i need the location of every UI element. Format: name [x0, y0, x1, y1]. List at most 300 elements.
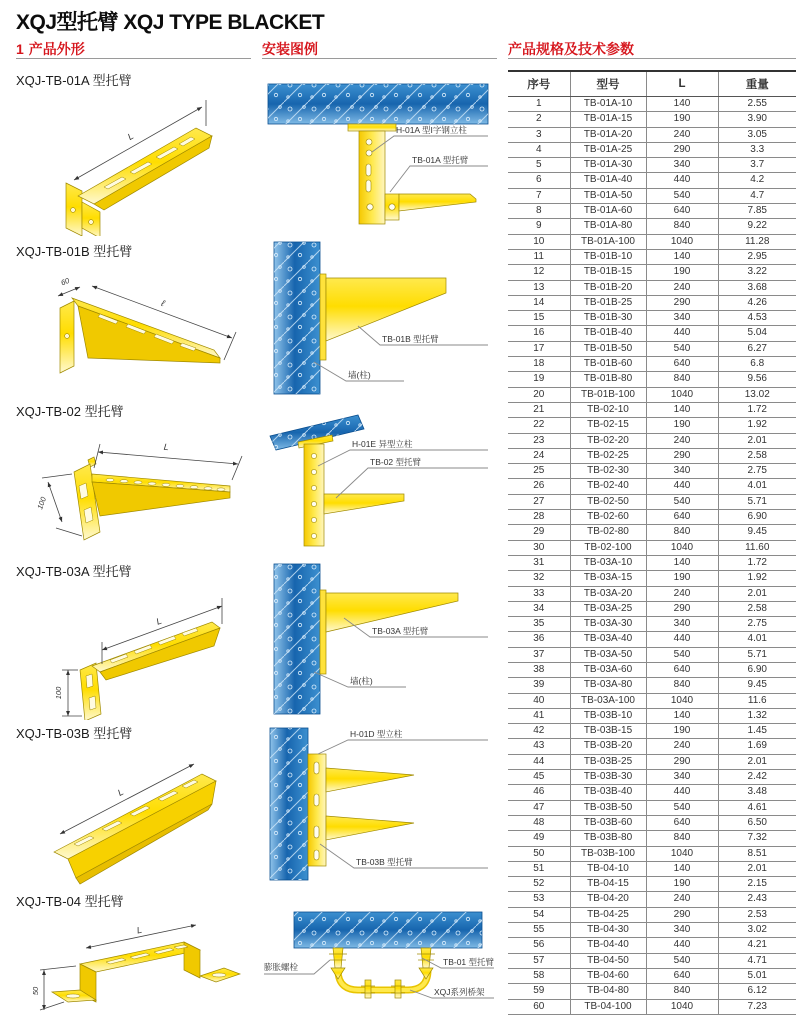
table-cell: 440: [646, 173, 718, 188]
install-diagram-tb-03b: [260, 720, 498, 887]
table-cell: TB-02-60: [570, 510, 646, 525]
table-cell: 1.72: [718, 555, 796, 570]
table-cell: 4.7: [718, 188, 796, 203]
table-row: [508, 387, 796, 402]
table-row: [508, 341, 796, 356]
table-cell: 640: [646, 357, 718, 372]
table-cell: 1040: [646, 234, 718, 249]
table-row: [508, 464, 796, 479]
table-cell: TB-03B-30: [570, 770, 646, 785]
table-cell: 31: [508, 555, 570, 570]
table-cell: 8: [508, 204, 570, 219]
table-cell: TB-01B-80: [570, 372, 646, 387]
table-row: [508, 984, 796, 999]
dim-label: 50: [31, 986, 40, 996]
table-cell: 35: [508, 617, 570, 632]
dimension-60: [58, 287, 80, 296]
table-cell: TB-04-20: [570, 892, 646, 907]
table-row: [508, 158, 796, 173]
table-cell: TB-01B-10: [570, 249, 646, 264]
table-row: [508, 173, 796, 188]
table-cell: 3.22: [718, 265, 796, 280]
table-cell: 540: [646, 647, 718, 662]
table-row: [508, 693, 796, 708]
table-cell: 140: [646, 861, 718, 876]
table-cell: TB-03B-80: [570, 831, 646, 846]
table-cell: 1.92: [718, 571, 796, 586]
table-cell: 190: [646, 112, 718, 127]
table-cell: TB-03B-15: [570, 724, 646, 739]
table-cell: 12: [508, 265, 570, 280]
table-cell: 59: [508, 984, 570, 999]
callout-label: XQJ系列桥架: [434, 987, 485, 997]
dimension-50: [40, 966, 76, 1010]
table-row: [508, 127, 796, 142]
table-cell: TB-01A-25: [570, 142, 646, 157]
table-cell: 11.28: [718, 234, 796, 249]
spec-table-body: [508, 97, 796, 1015]
table-cell: TB-03B-100: [570, 846, 646, 861]
bracket-body: [54, 774, 216, 884]
table-cell: 190: [646, 265, 718, 280]
table-cell: 1.45: [718, 724, 796, 739]
section-rule: [16, 58, 251, 59]
install-diagram-tb-02: [260, 406, 498, 556]
table-cell: 4.2: [718, 173, 796, 188]
table-cell: TB-03B-20: [570, 739, 646, 754]
table-cell: 5.71: [718, 494, 796, 509]
table-row: [508, 402, 796, 417]
table-cell: 56: [508, 938, 570, 953]
table-cell: 32: [508, 571, 570, 586]
bracket: [326, 816, 414, 840]
bracket: [320, 274, 446, 360]
table-cell: 2.58: [718, 448, 796, 463]
table-cell: 47: [508, 800, 570, 815]
table-cell: 25: [508, 464, 570, 479]
table-cell: TB-03A-40: [570, 632, 646, 647]
table-row: [508, 540, 796, 555]
table-cell: 2.95: [718, 249, 796, 264]
table-cell: 140: [646, 249, 718, 264]
leader-line: [318, 740, 488, 754]
product-drawing-tb-01a: [16, 86, 252, 236]
table-cell: 640: [646, 510, 718, 525]
table-cell: 3.7: [718, 158, 796, 173]
table-cell: 60: [508, 999, 570, 1014]
product-label-tb-03a: XQJ-TB-03A 型托臂: [16, 564, 132, 579]
product-drawing-tb-03b: [16, 738, 252, 888]
table-row: [508, 571, 796, 586]
table-cell: 9.22: [718, 219, 796, 234]
wall: [274, 564, 320, 714]
table-cell: 440: [646, 632, 718, 647]
table-cell: 1.69: [718, 739, 796, 754]
table-row: [508, 632, 796, 647]
install-diagram-tb-03a: [260, 560, 498, 717]
table-cell: 340: [646, 923, 718, 938]
table-row: [508, 678, 796, 693]
table-cell: 27: [508, 494, 570, 509]
table-cell: 340: [646, 311, 718, 326]
dim-label: 100: [54, 686, 63, 700]
table-row: [508, 861, 796, 876]
wall: [270, 728, 308, 880]
table-row: [508, 770, 796, 785]
table-cell: 2.58: [718, 601, 796, 616]
table-cell: 2.01: [718, 586, 796, 601]
callout-label: H-01D 型立柱: [350, 729, 403, 739]
wall: [274, 242, 320, 394]
table-cell: 3: [508, 127, 570, 142]
table-cell: TB-01B-30: [570, 311, 646, 326]
callout-label: TB-01 型托臂: [443, 957, 495, 967]
table-cell: TB-01B-50: [570, 341, 646, 356]
table-cell: 45: [508, 770, 570, 785]
table-cell: 6.90: [718, 510, 796, 525]
dim-label: L: [154, 615, 164, 627]
table-cell: 3.48: [718, 785, 796, 800]
table-cell: 290: [646, 448, 718, 463]
table-cell: 290: [646, 907, 718, 922]
table-cell: 5.04: [718, 326, 796, 341]
table-cell: TB-03A-15: [570, 571, 646, 586]
table-row: [508, 938, 796, 953]
table-cell: 640: [646, 204, 718, 219]
callout-label: 墙(柱): [348, 370, 371, 380]
product-label-tb-03b: XQJ-TB-03B 型托臂: [16, 726, 133, 741]
table-cell: 40: [508, 693, 570, 708]
table-cell: 10: [508, 234, 570, 249]
table-cell: 7: [508, 188, 570, 203]
table-cell: TB-02-15: [570, 418, 646, 433]
table-cell: 1040: [646, 999, 718, 1014]
table-cell: TB-04-40: [570, 938, 646, 953]
table-cell: 1.32: [718, 708, 796, 723]
table-cell: 1040: [646, 387, 718, 402]
table-cell: 1.92: [718, 418, 796, 433]
table-cell: 57: [508, 953, 570, 968]
ceiling-slab: [294, 912, 482, 948]
table-cell: 7.32: [718, 831, 796, 846]
callout-label: TB-03B 型托臂: [356, 857, 413, 867]
table-cell: TB-01B-100: [570, 387, 646, 402]
table-row: [508, 525, 796, 540]
table-cell: 46: [508, 785, 570, 800]
bracket: [324, 494, 404, 514]
product-drawing-tb-03a: [16, 576, 252, 720]
table-cell: TB-02-30: [570, 464, 646, 479]
table-cell: TB-02-40: [570, 479, 646, 494]
table-cell: 1.72: [718, 402, 796, 417]
table-cell: 2.42: [718, 770, 796, 785]
table-cell: 51: [508, 861, 570, 876]
table-row: [508, 249, 796, 264]
table-row: [508, 617, 796, 632]
install-diagram-tb-01a: [260, 78, 498, 233]
leader-line: [390, 166, 488, 192]
table-cell: 840: [646, 984, 718, 999]
table-cell: 440: [646, 326, 718, 341]
table-cell: 290: [646, 601, 718, 616]
bracket-body: [74, 457, 230, 540]
callout-label: TB-03A 型托臂: [372, 626, 429, 636]
table-cell: TB-02-50: [570, 494, 646, 509]
table-cell: TB-04-100: [570, 999, 646, 1014]
table-cell: 44: [508, 754, 570, 769]
table-cell: 11.60: [718, 540, 796, 555]
table-cell: 640: [646, 815, 718, 830]
product-label-tb-01b: XQJ-TB-01B 型托臂: [16, 244, 133, 259]
table-cell: 540: [646, 494, 718, 509]
callout-label: TB-01A 型托臂: [412, 155, 469, 165]
table-cell: 37: [508, 647, 570, 662]
table-cell: 2.01: [718, 861, 796, 876]
col-header-length: L: [646, 71, 718, 97]
table-row: [508, 892, 796, 907]
product-drawing-tb-01b: [16, 256, 252, 398]
ceiling-slab: [268, 84, 488, 124]
table-row: [508, 142, 796, 157]
table-row: [508, 877, 796, 892]
bracket-body: [66, 128, 212, 236]
table-cell: 1040: [646, 693, 718, 708]
table-cell: 640: [646, 968, 718, 983]
table-cell: 4.53: [718, 311, 796, 326]
table-cell: 13.02: [718, 387, 796, 402]
table-cell: TB-04-25: [570, 907, 646, 922]
bracket-body: [80, 622, 220, 720]
table-cell: 4.21: [718, 938, 796, 953]
table-row: [508, 785, 796, 800]
table-cell: TB-02-80: [570, 525, 646, 540]
table-cell: TB-03A-10: [570, 555, 646, 570]
table-row: [508, 418, 796, 433]
table-cell: 6.12: [718, 984, 796, 999]
install-diagram-tb-04: [260, 902, 498, 1027]
table-row: [508, 647, 796, 662]
table-cell: 440: [646, 479, 718, 494]
table-cell: TB-03A-100: [570, 693, 646, 708]
table-cell: 9.45: [718, 525, 796, 540]
table-row: [508, 586, 796, 601]
table-row: [508, 97, 796, 112]
dim-label: ℓ: [159, 297, 167, 309]
table-cell: TB-01B-25: [570, 295, 646, 310]
table-cell: 28: [508, 510, 570, 525]
table-row: [508, 448, 796, 463]
table-cell: 8.51: [718, 846, 796, 861]
table-cell: 9.56: [718, 372, 796, 387]
table-row: [508, 280, 796, 295]
table-cell: 2.55: [718, 97, 796, 112]
table-cell: 3.68: [718, 280, 796, 295]
bracket-body: [60, 298, 220, 373]
table-cell: 26: [508, 479, 570, 494]
table-row: [508, 831, 796, 846]
tray-bracket: [338, 970, 428, 990]
table-cell: TB-03B-25: [570, 754, 646, 769]
dim-label: L: [125, 130, 136, 142]
table-cell: 2: [508, 112, 570, 127]
product-drawing-tb-04: [16, 906, 252, 1026]
table-cell: 7.23: [718, 999, 796, 1014]
table-cell: 3.3: [718, 142, 796, 157]
spec-table: [508, 70, 796, 1015]
table-row: [508, 601, 796, 616]
table-row: [508, 800, 796, 815]
table-cell: 190: [646, 571, 718, 586]
table-cell: 540: [646, 341, 718, 356]
col-header-weight: 重量: [718, 71, 796, 97]
table-cell: 3.90: [718, 112, 796, 127]
table-cell: TB-01B-20: [570, 280, 646, 295]
table-row: [508, 724, 796, 739]
product-label-tb-02: XQJ-TB-02 型托臂: [16, 404, 124, 419]
table-cell: 290: [646, 295, 718, 310]
table-cell: 11.6: [718, 693, 796, 708]
table-cell: 5: [508, 158, 570, 173]
table-cell: 52: [508, 877, 570, 892]
table-cell: 340: [646, 617, 718, 632]
table-cell: TB-04-60: [570, 968, 646, 983]
table-cell: 4.71: [718, 953, 796, 968]
table-cell: 5.01: [718, 968, 796, 983]
table-row: [508, 907, 796, 922]
table-cell: 240: [646, 127, 718, 142]
table-row: [508, 510, 796, 525]
table-cell: 55: [508, 923, 570, 938]
table-cell: 6.50: [718, 815, 796, 830]
table-cell: TB-04-15: [570, 877, 646, 892]
table-cell: 23: [508, 433, 570, 448]
table-cell: 4: [508, 142, 570, 157]
table-cell: 11: [508, 249, 570, 264]
table-cell: 22: [508, 418, 570, 433]
callout-label: TB-02 型托臂: [370, 457, 422, 467]
table-cell: 7.85: [718, 204, 796, 219]
dim-label: L: [163, 441, 170, 453]
dim-label: L: [135, 924, 143, 936]
table-cell: 2.75: [718, 464, 796, 479]
product-label-tb-04: XQJ-TB-04 型托臂: [16, 894, 124, 909]
table-cell: 33: [508, 586, 570, 601]
table-cell: TB-01A-60: [570, 204, 646, 219]
table-cell: 5.71: [718, 647, 796, 662]
table-cell: TB-03A-30: [570, 617, 646, 632]
page-title: XQJ型托臂 XQJ TYPE BLACKET: [16, 11, 325, 34]
table-cell: 9.45: [718, 678, 796, 693]
table-cell: TB-03A-50: [570, 647, 646, 662]
table-cell: 240: [646, 586, 718, 601]
table-cell: 540: [646, 800, 718, 815]
table-cell: TB-01A-100: [570, 234, 646, 249]
table-row: [508, 357, 796, 372]
table-row: [508, 708, 796, 723]
callout-label: TB-01B 型托臂: [382, 334, 439, 344]
table-cell: TB-04-10: [570, 861, 646, 876]
table-cell: 39: [508, 678, 570, 693]
table-cell: TB-03B-40: [570, 785, 646, 800]
table-cell: 4.01: [718, 479, 796, 494]
table-cell: TB-03B-10: [570, 708, 646, 723]
table-row: [508, 311, 796, 326]
table-cell: 15: [508, 311, 570, 326]
table-cell: TB-01B-60: [570, 357, 646, 372]
table-cell: TB-04-50: [570, 953, 646, 968]
section-title: 产品外形: [28, 41, 85, 57]
table-cell: 440: [646, 938, 718, 953]
table-cell: 48: [508, 815, 570, 830]
section-number: 1: [16, 41, 24, 57]
anchor-bolt: [329, 948, 347, 979]
table-cell: 17: [508, 341, 570, 356]
table-row: [508, 479, 796, 494]
table-cell: 240: [646, 739, 718, 754]
table-row: [508, 112, 796, 127]
table-row: [508, 662, 796, 677]
table-cell: 640: [646, 662, 718, 677]
table-cell: 16: [508, 326, 570, 341]
col-header-model: 型号: [570, 71, 646, 97]
table-cell: 840: [646, 219, 718, 234]
callout-label: H-01E 异型立柱: [352, 439, 413, 449]
table-cell: 6.90: [718, 662, 796, 677]
table-cell: 36: [508, 632, 570, 647]
table-cell: 440: [646, 785, 718, 800]
table-row: [508, 846, 796, 861]
table-cell: 41: [508, 708, 570, 723]
table-cell: 290: [646, 754, 718, 769]
table-cell: 2.43: [718, 892, 796, 907]
table-cell: 190: [646, 724, 718, 739]
table-row: [508, 433, 796, 448]
table-row: [508, 219, 796, 234]
table-row: [508, 923, 796, 938]
table-cell: 1040: [646, 846, 718, 861]
table-cell: 140: [646, 402, 718, 417]
table-row: [508, 754, 796, 769]
table-cell: TB-01A-50: [570, 188, 646, 203]
col-header-index: 序号: [508, 71, 570, 97]
table-cell: 2.01: [718, 433, 796, 448]
table-cell: 24: [508, 448, 570, 463]
table-cell: TB-02-25: [570, 448, 646, 463]
table-cell: 140: [646, 555, 718, 570]
table-cell: 54: [508, 907, 570, 922]
table-row: [508, 326, 796, 341]
table-cell: 20: [508, 387, 570, 402]
dim-label: L: [116, 786, 126, 798]
table-cell: 540: [646, 188, 718, 203]
table-cell: 1: [508, 97, 570, 112]
table-row: [508, 555, 796, 570]
table-cell: TB-01A-15: [570, 112, 646, 127]
table-cell: 18: [508, 357, 570, 372]
table-row: [508, 372, 796, 387]
table-cell: TB-03A-20: [570, 586, 646, 601]
table-cell: 2.01: [718, 754, 796, 769]
table-cell: TB-01A-40: [570, 173, 646, 188]
table-cell: 21: [508, 402, 570, 417]
table-cell: 4.26: [718, 295, 796, 310]
table-cell: 190: [646, 418, 718, 433]
table-cell: 840: [646, 525, 718, 540]
table-cell: 50: [508, 846, 570, 861]
table-cell: 3.05: [718, 127, 796, 142]
bracket-body: [52, 942, 240, 1002]
table-cell: 540: [646, 953, 718, 968]
